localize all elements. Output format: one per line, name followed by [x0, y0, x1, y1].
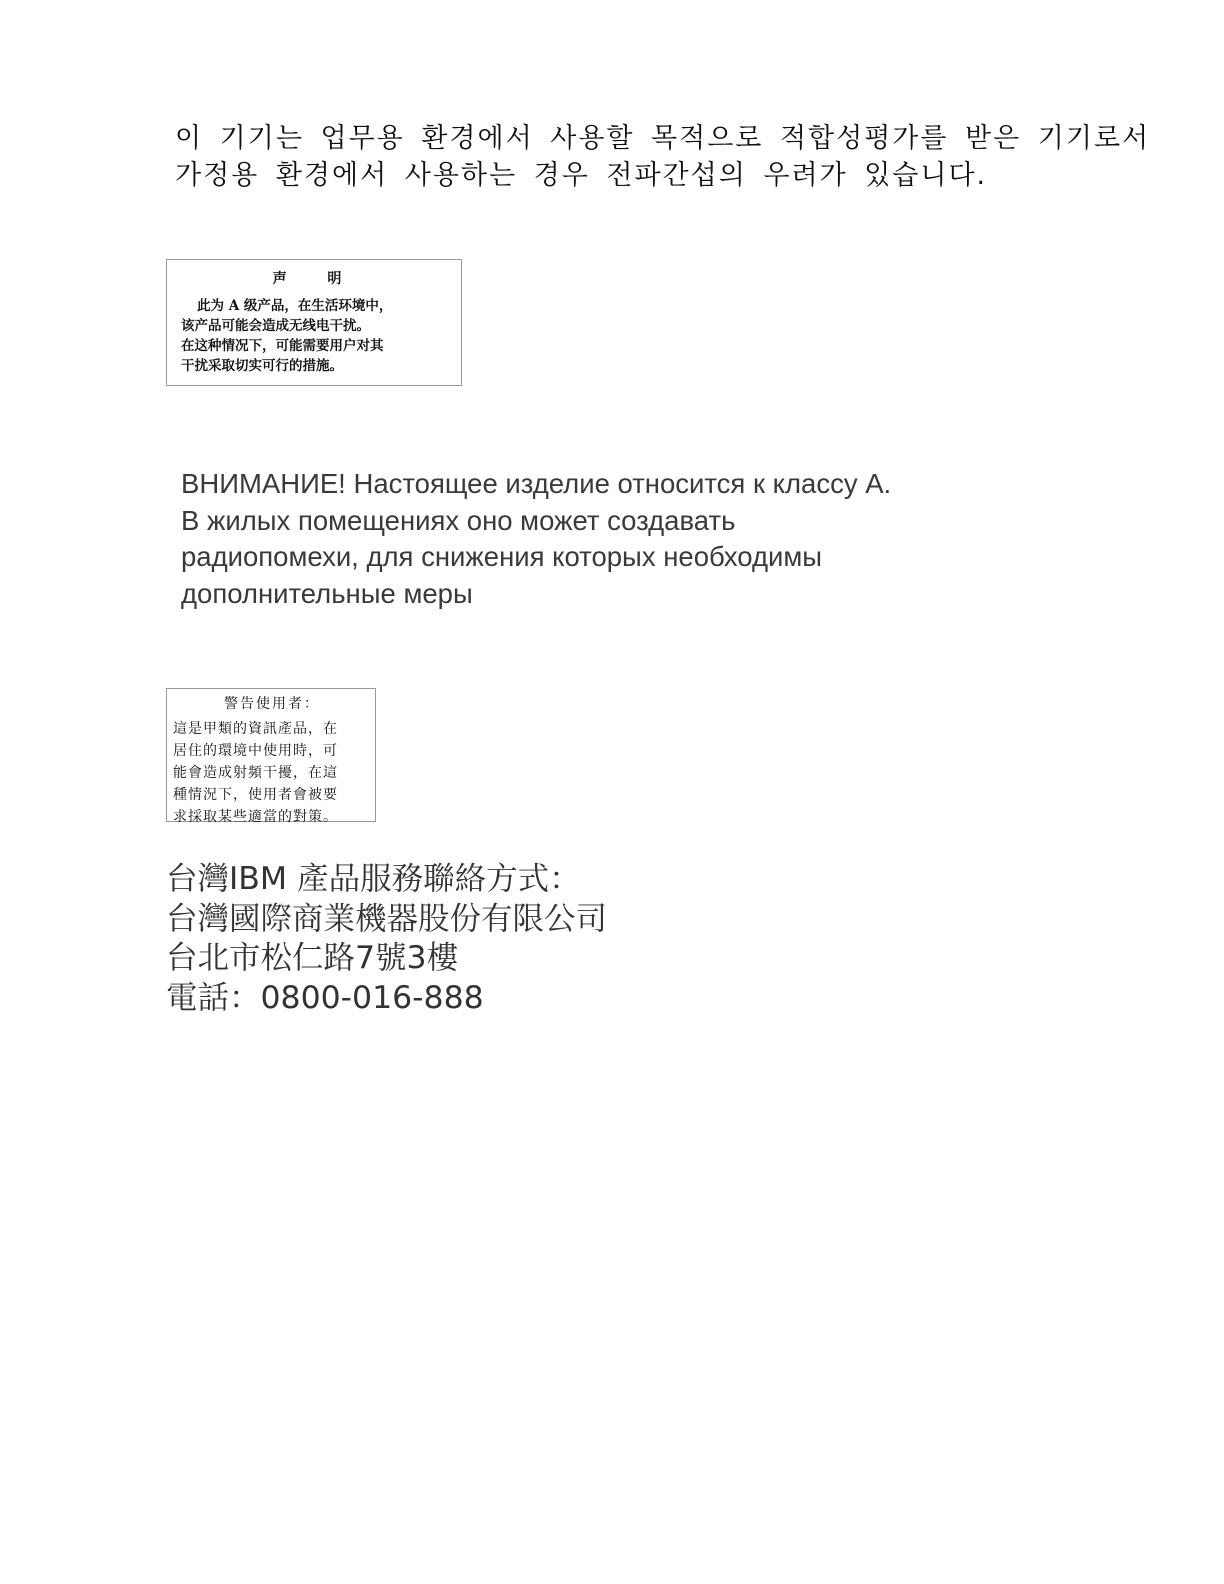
contact-address: 台北市松仁路7號3樓	[166, 940, 459, 976]
contact-phone: 電話：0800-016-888	[166, 979, 484, 1016]
china-class-a-statement-box	[166, 259, 462, 386]
contact-company: 台灣國際商業機器股份有限公司	[166, 900, 608, 937]
china-statement-title: 声 明	[272, 271, 360, 287]
taiwan-warning-line-5: 求採取某些適當的對策。	[173, 809, 338, 825]
korean-notice-line-1: 이 기기는 업무용 환경에서 사용할 목적으로 적합성평가를 받은 기기로서	[175, 123, 1151, 154]
taiwan-warning-line-4: 種情況下，使用者會被要	[173, 787, 338, 803]
china-statement-line-1: 此为 A 级产品，在生活环境中，	[197, 298, 393, 314]
china-statement-line-4: 干扰采取切实可行的措施。	[181, 358, 343, 374]
taiwan-warning-line-1: 這是甲類的資訊產品，在	[173, 721, 338, 737]
russian-notice-line-2: В жилых помещениях оно может создавать	[181, 504, 736, 536]
taiwan-warning-title: 警告使用者：	[224, 696, 320, 712]
china-statement-line-3: 在这种情况下，可能需要用户对其	[181, 338, 384, 354]
china-statement-line-2: 该产品可能会造成无线电干扰。	[181, 318, 370, 334]
russian-notice-line-3: радиопомехи, для снижения которых необходимы	[181, 541, 823, 572]
contact-heading: 台灣IBM 產品服務聯絡方式：	[166, 861, 581, 897]
russian-notice-line-4: дополнительные меры	[181, 577, 473, 609]
russian-notice-line-1: ВНИМАНИЕ! Настоящее изделие относится к классу А.	[181, 468, 892, 499]
korean-notice-line-2: 가정용 환경에서 사용하는 경우 전파간섭의 우려가 있습니다.	[175, 160, 988, 191]
taiwan-warning-line-3: 能會造成射頻干擾，在這	[173, 765, 338, 781]
korean-emc-notice	[175, 120, 1151, 194]
taiwan-warning-line-2: 居住的環境中使用時，可	[173, 743, 338, 759]
russian-class-a-notice	[181, 466, 1081, 612]
taiwan-service-contact	[166, 860, 866, 1018]
taiwan-class-a-warning-box	[166, 688, 376, 825]
